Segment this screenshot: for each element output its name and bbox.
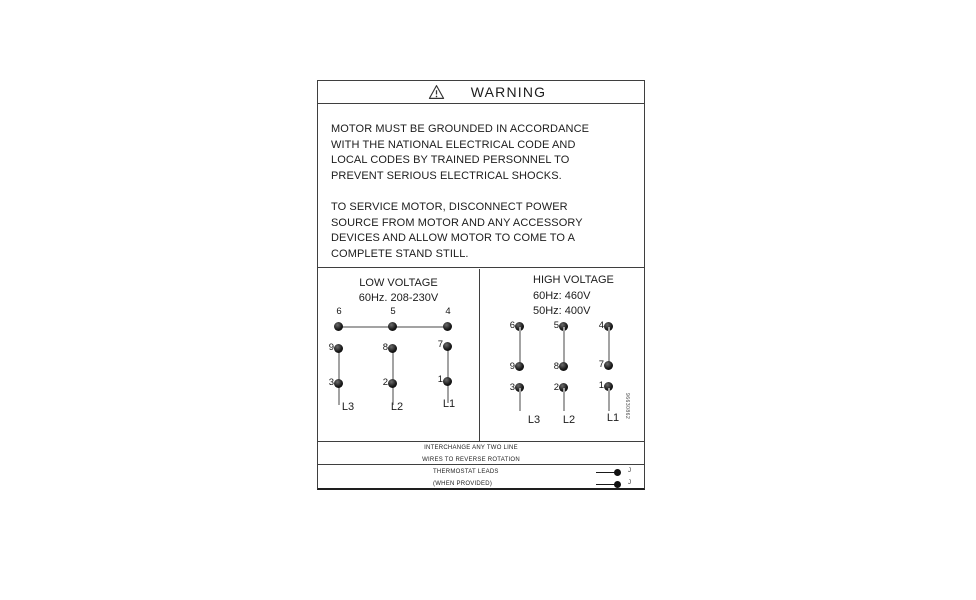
motor-warning-label <box>317 80 645 490</box>
terminal-label: 2 <box>382 377 388 388</box>
phase-wire <box>563 327 565 367</box>
terminal-dot <box>443 342 452 351</box>
terminal-label: 1 <box>437 374 443 385</box>
warning-text-line: WITH THE NATIONAL ELECTRICAL CODE AND <box>331 138 576 151</box>
terminal-label: 2 <box>553 382 559 393</box>
terminal-label: 1 <box>598 380 604 391</box>
terminal-label: 3 <box>509 382 515 393</box>
terminal-dot <box>443 377 452 386</box>
line-wire <box>563 388 565 411</box>
line-label: L3 <box>341 401 355 413</box>
line-label: L1 <box>606 412 620 424</box>
terminal-label: 3 <box>328 377 334 388</box>
terminal-label: 5 <box>390 306 396 317</box>
terminal-label: 4 <box>445 306 451 317</box>
terminal-label: 9 <box>328 342 334 353</box>
warning-text-line: DEVICES AND ALLOW MOTOR TO COME TO A <box>331 232 576 244</box>
diagram-divider <box>479 269 480 441</box>
terminal-dot <box>388 322 397 331</box>
phase-wire <box>392 348 394 405</box>
thermostat-note-line: (WHEN PROVIDED) <box>433 480 493 487</box>
low-voltage-header <box>318 276 479 306</box>
line-wire <box>608 388 610 411</box>
thermostat-lead-label: J <box>628 467 631 474</box>
terminal-dot <box>443 322 452 331</box>
line-label: L1 <box>442 398 456 410</box>
terminal-dot <box>604 361 613 370</box>
warning-text-line: TO SERVICE MOTOR, DISCONNECT POWER <box>331 201 568 213</box>
line-label: L2 <box>562 414 576 426</box>
warning-triangle-icon <box>428 84 445 100</box>
thermostat-lead-dot <box>614 481 621 488</box>
rotation-note-line: WIRES TO REVERSE ROTATION <box>422 456 520 463</box>
rotation-note-line: INTERCHANGE ANY TWO LINE <box>424 445 518 451</box>
warning-title: WARNING <box>470 84 547 100</box>
high-voltage-title: HIGH VOLTAGE <box>533 274 614 286</box>
thermostat-band <box>318 466 644 488</box>
terminal-dot <box>559 362 568 371</box>
warning-header <box>318 81 644 104</box>
connection-diagrams <box>318 269 644 442</box>
terminal-dot <box>388 344 397 353</box>
thermostat-note-line: THERMOSTAT LEADS <box>433 468 499 475</box>
terminal-label: 6 <box>336 306 342 317</box>
phase-wire <box>447 348 449 403</box>
terminal-label: 7 <box>598 359 604 370</box>
terminal-dot <box>515 362 524 371</box>
terminal-label: 6 <box>509 320 515 331</box>
terminal-label: 7 <box>437 339 443 350</box>
terminal-label: 8 <box>553 361 559 372</box>
part-number: 96630862 <box>624 393 630 420</box>
terminal-label: 5 <box>553 320 559 331</box>
warning-text-line: MOTOR MUST BE GROUNDED IN ACCORDANCE <box>331 123 590 135</box>
low-voltage-title: LOW VOLTAGE <box>359 277 438 289</box>
line-wire <box>519 388 521 411</box>
terminal-dot <box>334 322 343 331</box>
warning-text-line: SOURCE FROM MOTOR AND ANY ACCESSORY <box>331 216 583 229</box>
thermostat-lead-line <box>596 472 615 473</box>
low-voltage-subtitle: 60Hz. 208-230V <box>358 292 439 304</box>
line-label: L2 <box>390 401 404 413</box>
warning-text-line: PREVENT SERIOUS ELECTRICAL SHOCKS. <box>331 169 562 182</box>
warning-text-section <box>318 104 644 268</box>
phase-wire <box>519 327 521 367</box>
rotation-note-band <box>318 443 644 465</box>
thermostat-lead-label: J <box>628 479 631 486</box>
high-voltage-subtitle-60: 60Hz: 460V <box>533 289 591 302</box>
high-voltage-header <box>533 273 614 320</box>
terminal-dot <box>334 344 343 353</box>
phase-wire <box>338 348 340 405</box>
terminal-dot <box>388 379 397 388</box>
terminal-label: 4 <box>598 320 604 331</box>
warning-text-line: LOCAL CODES BY TRAINED PERSONNEL TO <box>331 154 570 166</box>
warning-text-line: COMPLETE STAND STILL. <box>331 247 469 260</box>
thermostat-lead-dot <box>614 469 621 476</box>
terminal-dot <box>334 379 343 388</box>
terminal-label: 8 <box>382 342 388 353</box>
line-label: L3 <box>527 414 541 426</box>
thermostat-lead-line <box>596 484 615 485</box>
terminal-label: 9 <box>509 361 515 372</box>
high-voltage-subtitle-50: 50Hz: 400V <box>533 305 591 317</box>
